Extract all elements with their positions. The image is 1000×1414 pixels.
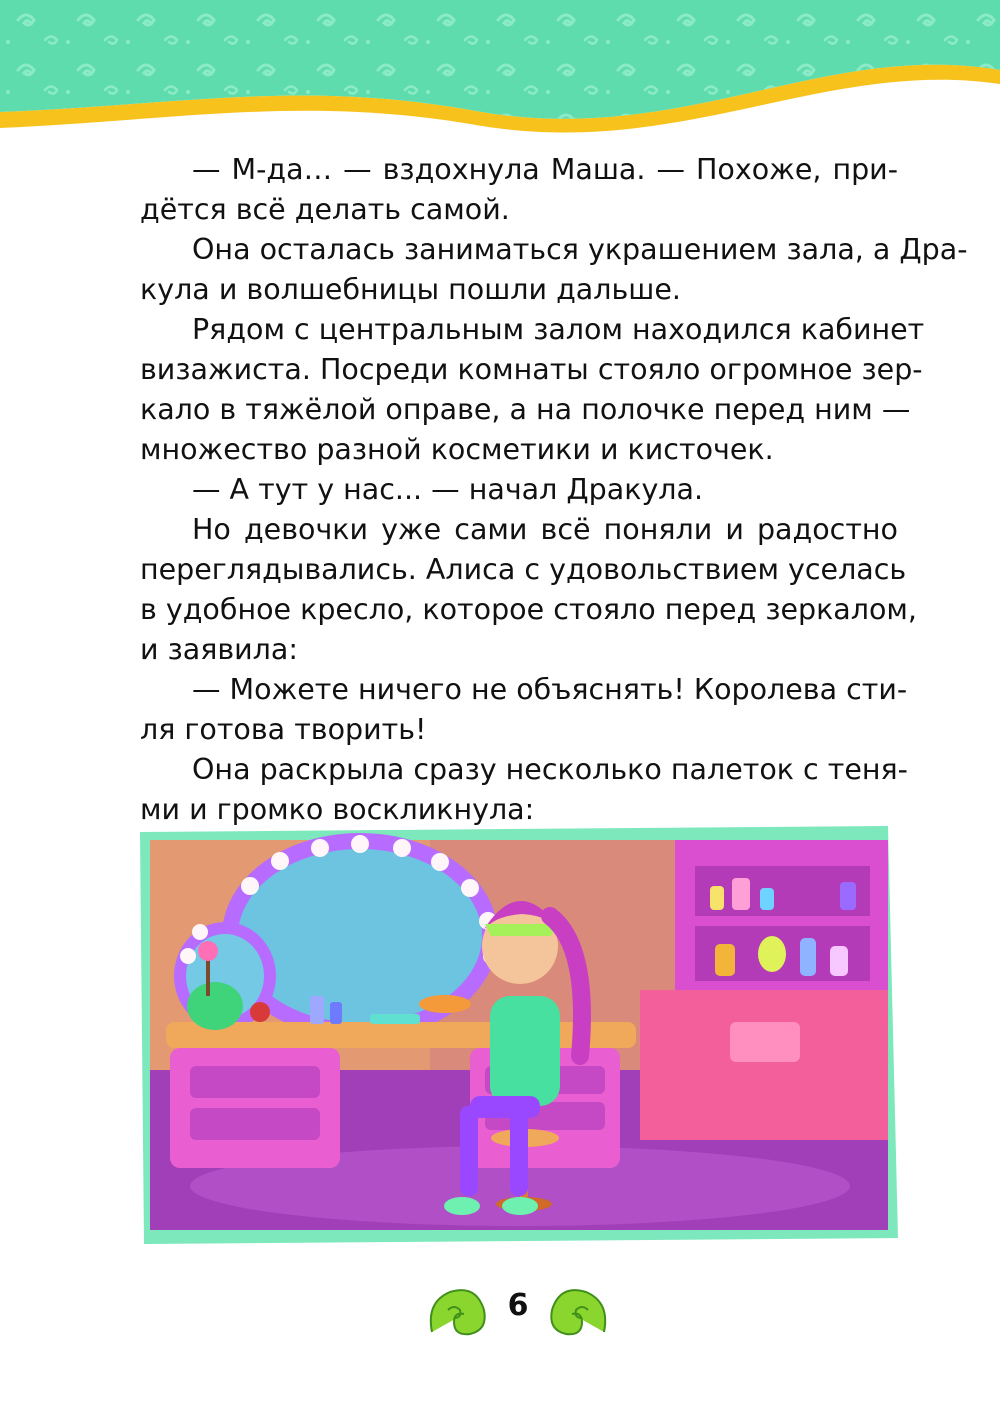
swirl-leaf-icon [431,1290,485,1334]
text-line: множество разной косметики и кисточек. [140,433,774,466]
paragraph-4 [140,470,898,510]
text-line: и заявила: [140,633,298,666]
paragraph-6 [140,670,908,750]
text-line: ля готова творить! [140,713,427,746]
text-line: ми и громко воскликнула: [140,793,535,826]
text-line: в удобное кресло, которое стояло перед зеркалом, [140,593,917,626]
text-line: кула и волшебницы пошли дальше. [140,273,681,306]
text-line: Она раскрыла сразу несколько палеток с теня- [192,753,908,786]
text-line: кало в тяжёлой оправе, а на полочке перед ним — [140,393,911,426]
text-line: — М-да… — вздохнула Маша. — Похоже, при- [192,153,898,186]
paragraph-5 [140,510,917,670]
text-line: визажиста. Посреди комнаты стояло огромное зер- [140,353,923,386]
text-line: — Можете ничего не объяснять! Королева сти- [192,673,908,706]
swirl-leaf-icon [551,1290,605,1334]
paragraph-3 [140,310,925,470]
text-line: переглядывались. Алиса с удовольствием уселась [140,553,907,586]
text-line: Она осталась заниматься украшением зала, а Дра- [192,233,968,266]
text-line: Рядом с центральным залом находился кабинет [192,313,925,346]
paragraph-1 [140,150,898,230]
vanity-room-illustration [140,826,898,1244]
text-line: дётся всё делать самой. [140,193,510,226]
text-line: Но девочки уже сами всё поняли и радостно [192,513,898,546]
page-number: 6 [507,1288,529,1323]
text-line: — А тут у нас... — начал Дракула. [192,473,704,506]
story-text [140,150,968,870]
paragraph-7 [140,750,908,830]
paragraph-2 [140,230,968,310]
header-decoration [0,0,1000,150]
